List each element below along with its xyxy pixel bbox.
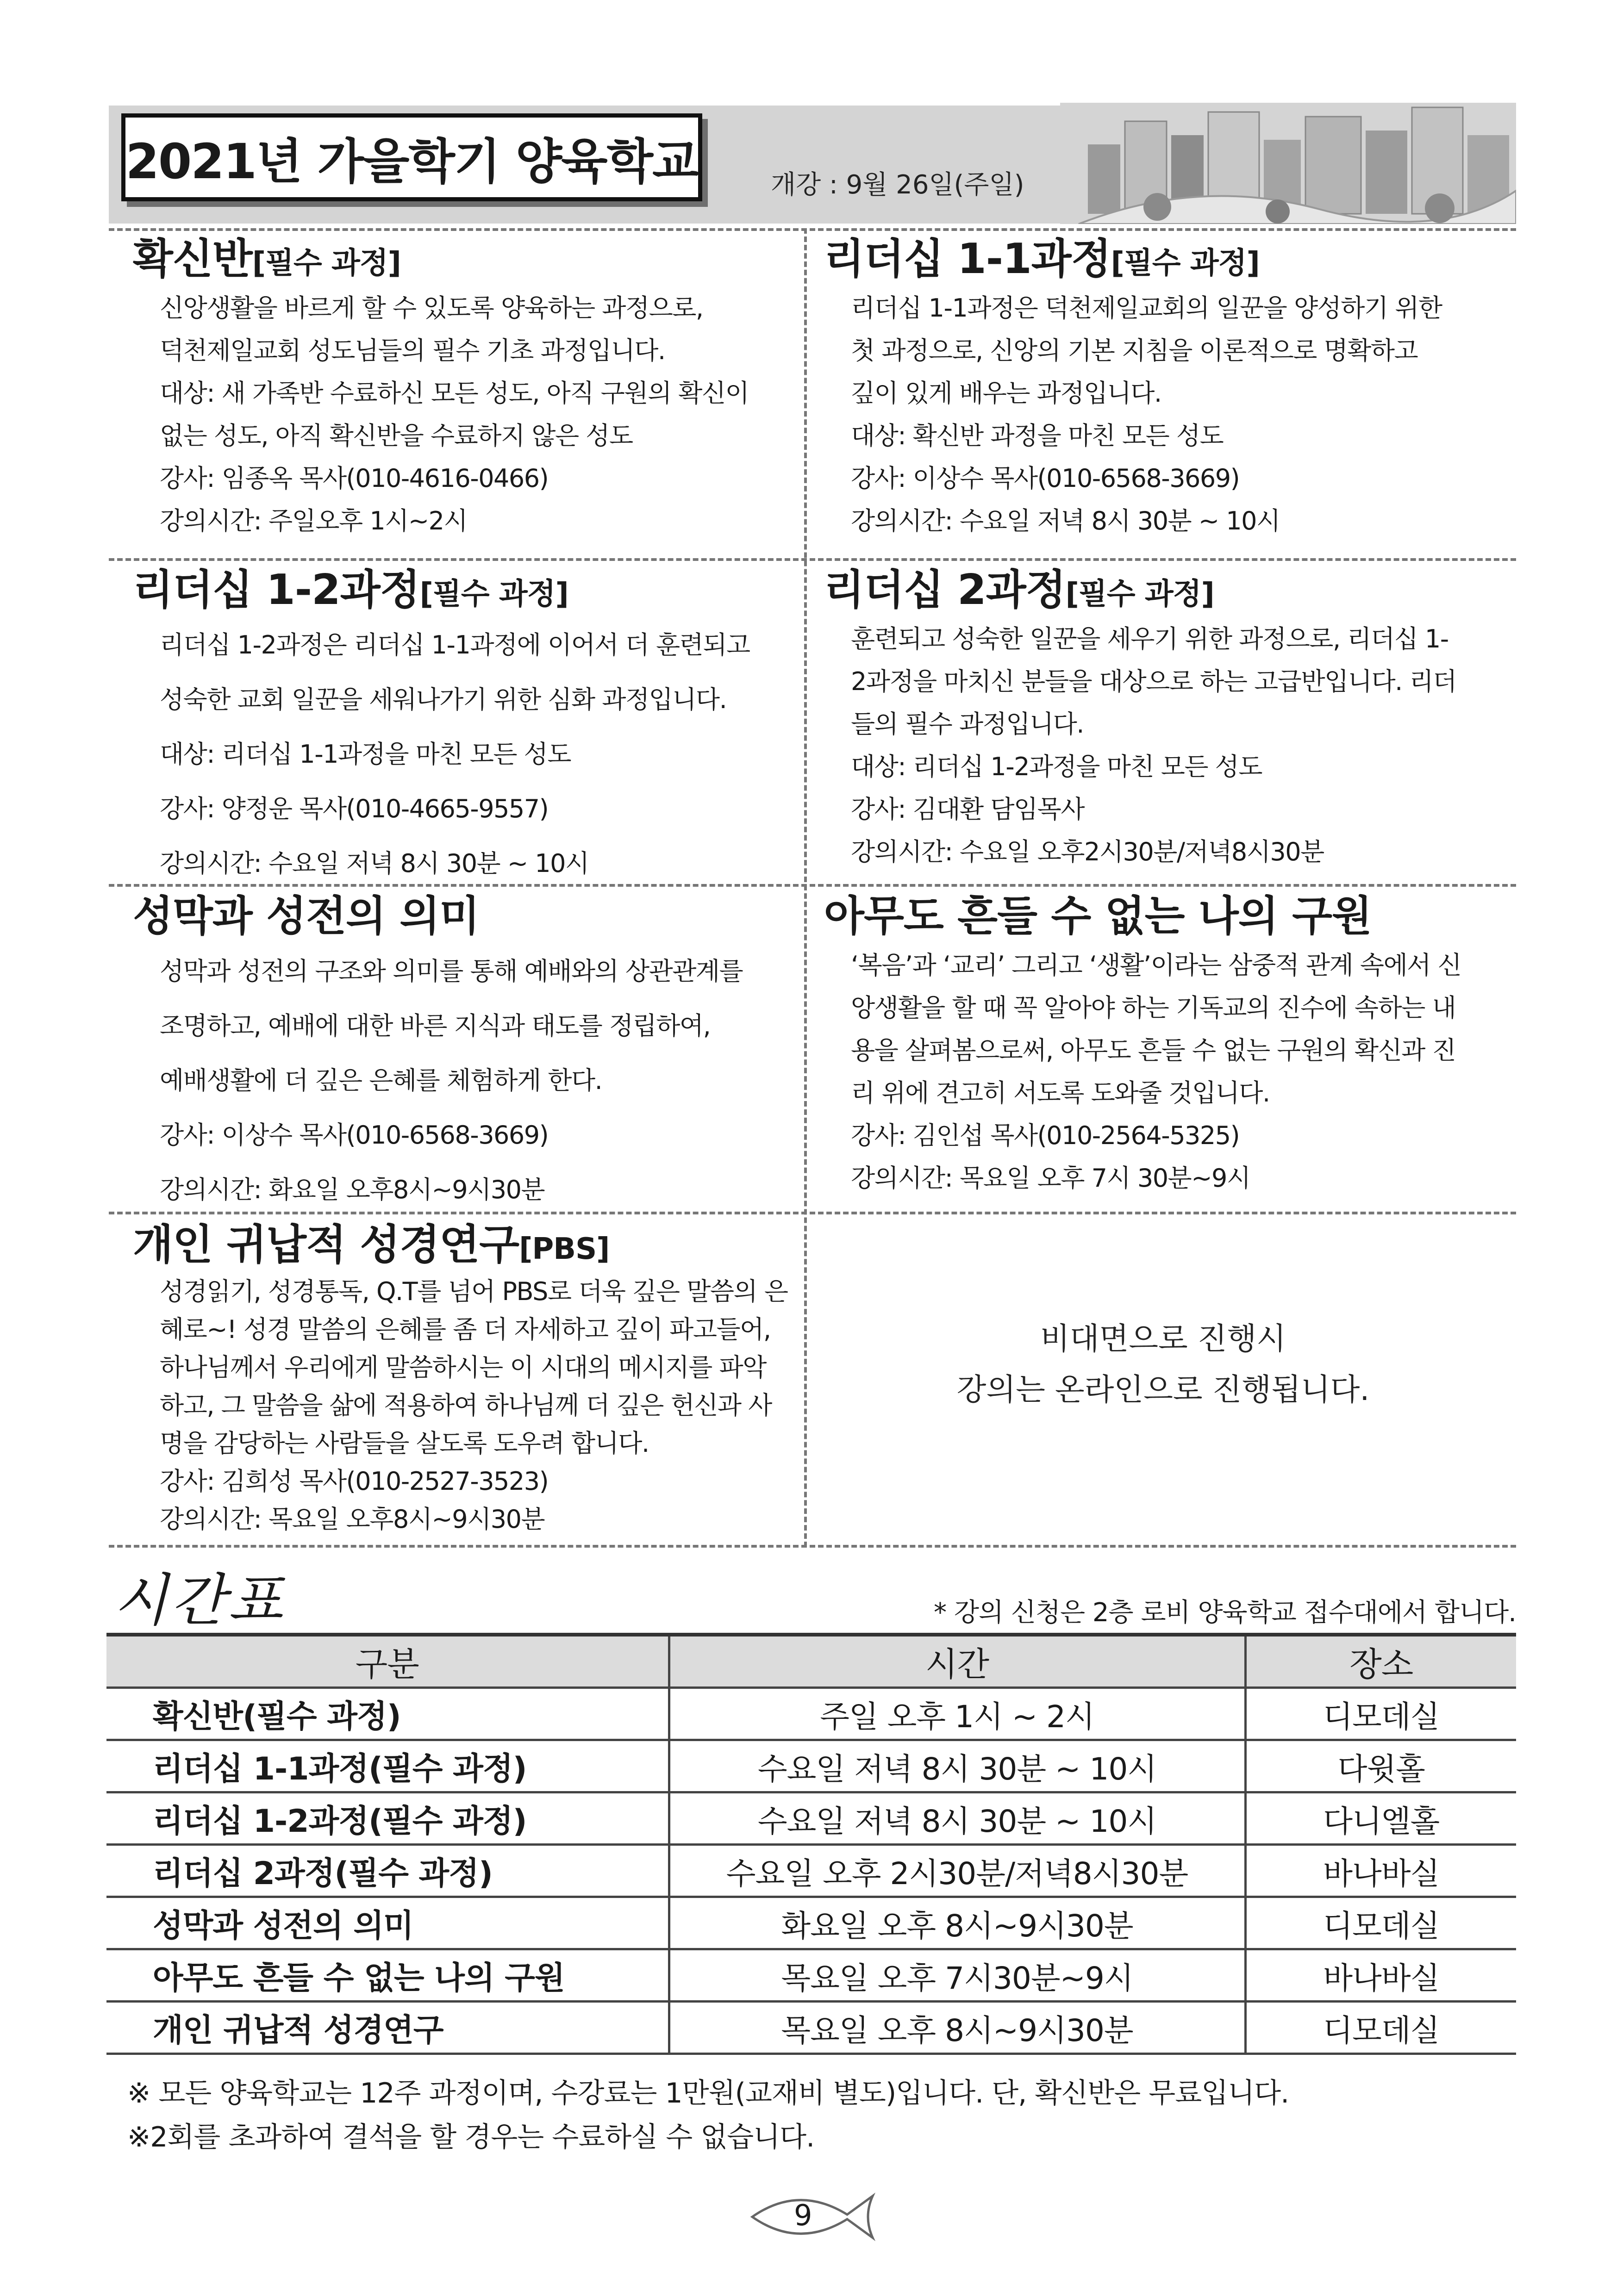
time-cell: 목요일 오후 7시30분~9시 <box>669 1949 1245 2002</box>
footnote: ※2회를 초과하여 결석을 할 경우는 수료하실 수 없습니다. <box>127 2121 815 2153</box>
course-title <box>133 892 799 940</box>
column-header: 장소 <box>1245 1635 1516 1688</box>
course-name: 성막과 성전의 의미 <box>133 892 480 940</box>
place-cell: 바나바실 <box>1245 1845 1516 1897</box>
page-title-box <box>121 113 702 201</box>
course-description: 리더십 1-2과정은 리더십 1-1과정에 이어서 더 훈련되고 성숙한 교회 일꾼을 세워나가기 위한 심화 과정입니다. 대상: 리더십 1-1과정을 마친 모든 성도 강사: 양정운 목사(010-4665-9557) 강의시간: 수요일 저녁 8시 30분 ~ 10시 <box>160 630 750 878</box>
column-header: 구분 <box>106 1635 669 1688</box>
course-description: 훈련되고 성숙한 일꾼을 세우기 위한 과정으로, 리더십 1- 2과정을 마치신 분들을 대상으로 하는 고급반입니다. 리더 들의 필수 과정입니다. 대상: 리더십 1-2과정을 마친 모든 성도 강사: 김대환 담임목사 강의시간: 수요일 오후2시30분/저녁8시30분 <box>851 624 1456 866</box>
schedule-title: 시간표 <box>113 1568 286 1633</box>
course-description: 성경읽기, 성경통독, Q.T를 넘어 PBS로 더욱 깊은 말씀의 은 혜로~! 성경 말씀의 은혜를 좀 더 자세하고 깊이 파고들어, 하나님께서 우리에게 말씀하시는 이 시대의 메시지를 파악 하고, 그 말씀을 삶에 적용하여 하나님께 더 깊은 헌신과 사 명을 감당하는 사람들을 살도록 도우려 합니다. 강사: 김희성 목사(010-2527-3523) 강의시간: 목요일 오후8시~9시30분 <box>160 1276 788 1534</box>
course-tag: [필수 과정] <box>1111 246 1260 280</box>
course-name: 리더십 1-1과정 <box>824 235 1111 283</box>
place-cell: 디모데실 <box>1245 2002 1516 2054</box>
online-notice <box>810 1313 1516 1415</box>
time-cell: 목요일 오후 8시~9시30분 <box>669 2002 1245 2054</box>
course-description: 신앙생활을 바르게 할 수 있도록 양육하는 과정으로, 덕천제일교회 성도님들의 필수 기초 과정입니다. 대상: 새 가족반 수료하신 모든 성도, 아직 구원의 확신이 없는 성도, 아직 확신반을 수료하지 않은 성도 강사: 임종옥 목사(010-4616-0466) 강의시간: 주일오후 1시~2시 <box>160 293 749 535</box>
column-header: 시간 <box>669 1635 1245 1688</box>
footnote: ※ 모든 양육학교는 12주 과정이며, 수강료는 1만원(교재비 별도)입니다. 단, 확신반은 무료입니다. <box>127 2077 1289 2109</box>
course-description: 리더십 1-1과정은 덕천제일교회의 일꾼을 양성하기 위한 첫 과정으로, 신앙의 기본 지침을 이론적으로 명확하고 깊이 있게 배우는 과정입니다. 대상: 확신반 과정을 마친 모든 성도 강사: 이상수 목사(010-6568-3669) 강의시간: 수요일 저녁 8시 30분 ~ 10시 <box>851 293 1442 535</box>
schedule-note: * 강의 신청은 2층 로비 양육학교 접수대에서 합니다. <box>934 1598 1516 1628</box>
time-cell: 수요일 오후 2시30분/저녁8시30분 <box>669 1845 1245 1897</box>
course-tabernacle <box>133 892 799 1217</box>
time-cell: 화요일 오후 8시~9시30분 <box>669 1897 1245 1949</box>
course-tag: [필수 과정] <box>1065 577 1214 611</box>
course-name: 아무도 흔들 수 없는 나의 구원 <box>824 892 1372 940</box>
place-cell: 디모데실 <box>1245 1897 1516 1949</box>
time-cell: 수요일 저녁 8시 30분 ~ 10시 <box>669 1792 1245 1845</box>
course-leadership-1-1 <box>824 235 1509 542</box>
course-grid <box>109 228 1516 1547</box>
place-cell: 바나바실 <box>1245 1949 1516 2002</box>
course-cell: 리더십 1-2과정(필수 과정) <box>106 1792 669 1845</box>
divider <box>109 228 1516 231</box>
course-title <box>824 235 1509 283</box>
course-my-salvation <box>824 892 1509 1200</box>
page-number: 9 <box>794 2198 812 2232</box>
place-cell: 다니엘홀 <box>1245 1792 1516 1845</box>
course-leadership-1-2 <box>133 566 799 891</box>
place-cell: 다윗홀 <box>1245 1740 1516 1792</box>
fish-icon <box>748 2189 877 2245</box>
course-description: 성막과 성전의 구조와 의미를 통해 예배와의 상관관계를 조명하고, 예배에 대한 바른 지식과 태도를 정립하여, 예배생활에 더 깊은 은혜를 체험하게 한다. 강사: 이상수 목사(010-6568-3669) 강의시간: 화요일 오후8시~9시30분 <box>160 956 743 1204</box>
course-cell: 확신반(필수 과정) <box>106 1688 669 1740</box>
course-title <box>133 235 799 283</box>
course-tag: [PBS] <box>519 1232 610 1266</box>
course-description: ‘복음’과 ‘교리’ 그리고 ‘생활’이라는 삼중적 관계 속에서 신 앙생활을 할 때 꼭 알아야 하는 기독교의 진수에 속하는 내 용을 살펴봄으로써, 아무도 흔들 수 없는 구원의 확신과 진 리 위에 견고히 서도록 도와줄 것입니다. 강사: 김인섭 목사(010-2564-5325) 강의시간: 목요일 오후 7시 30분~9시 <box>851 950 1461 1193</box>
table-row <box>106 1949 1516 2002</box>
online-notice-line: 비대면으로 진행시 <box>1040 1321 1286 1356</box>
course-name: 개인 귀납적 성경연구 <box>133 1220 519 1269</box>
table-row <box>106 2002 1516 2054</box>
course-cell: 아무도 흔들 수 없는 나의 구원 <box>106 1949 669 2002</box>
table-header-row <box>106 1635 1516 1688</box>
course-title <box>133 566 799 614</box>
place-cell: 디모데실 <box>1245 1688 1516 1740</box>
course-tag: [필수 과정] <box>419 577 568 611</box>
course-title <box>133 1221 799 1269</box>
time-cell: 주일 오후 1시 ~ 2시 <box>669 1688 1245 1740</box>
column-divider <box>804 228 807 1547</box>
course-name: 리더십 1-2과정 <box>133 566 420 614</box>
time-cell: 수요일 저녁 8시 30분 ~ 10시 <box>669 1740 1245 1792</box>
divider <box>109 558 1516 561</box>
course-cell: 성막과 성전의 의미 <box>106 1897 669 1949</box>
table-row <box>106 1792 1516 1845</box>
course-cell: 리더십 1-1과정(필수 과정) <box>106 1740 669 1792</box>
course-name: 확신반 <box>133 235 252 283</box>
page-number-badge <box>748 2189 877 2245</box>
course-title <box>824 566 1509 614</box>
course-sure-class <box>133 235 799 542</box>
table-row <box>106 1740 1516 1792</box>
table-row <box>106 1688 1516 1740</box>
course-title <box>824 892 1509 940</box>
course-cell: 리더십 2과정(필수 과정) <box>106 1845 669 1897</box>
schedule-table <box>106 1633 1516 2055</box>
opening-date: 개강 : 9월 26일(주일) <box>771 170 1024 200</box>
course-name: 리더십 2과정 <box>824 566 1066 614</box>
page-title: 2021년 가을학기 양육학교 <box>125 133 698 190</box>
online-notice-line: 강의는 온라인으로 진행됩니다. <box>956 1372 1370 1407</box>
table-row <box>106 1845 1516 1897</box>
divider <box>109 1545 1516 1548</box>
table-row <box>106 1897 1516 1949</box>
course-tag: [필수 과정] <box>252 246 401 280</box>
course-pbs <box>133 1221 799 1538</box>
city-illustration-icon <box>1060 103 1516 224</box>
course-cell: 개인 귀납적 성경연구 <box>106 2002 669 2054</box>
course-leadership-2 <box>824 566 1509 873</box>
